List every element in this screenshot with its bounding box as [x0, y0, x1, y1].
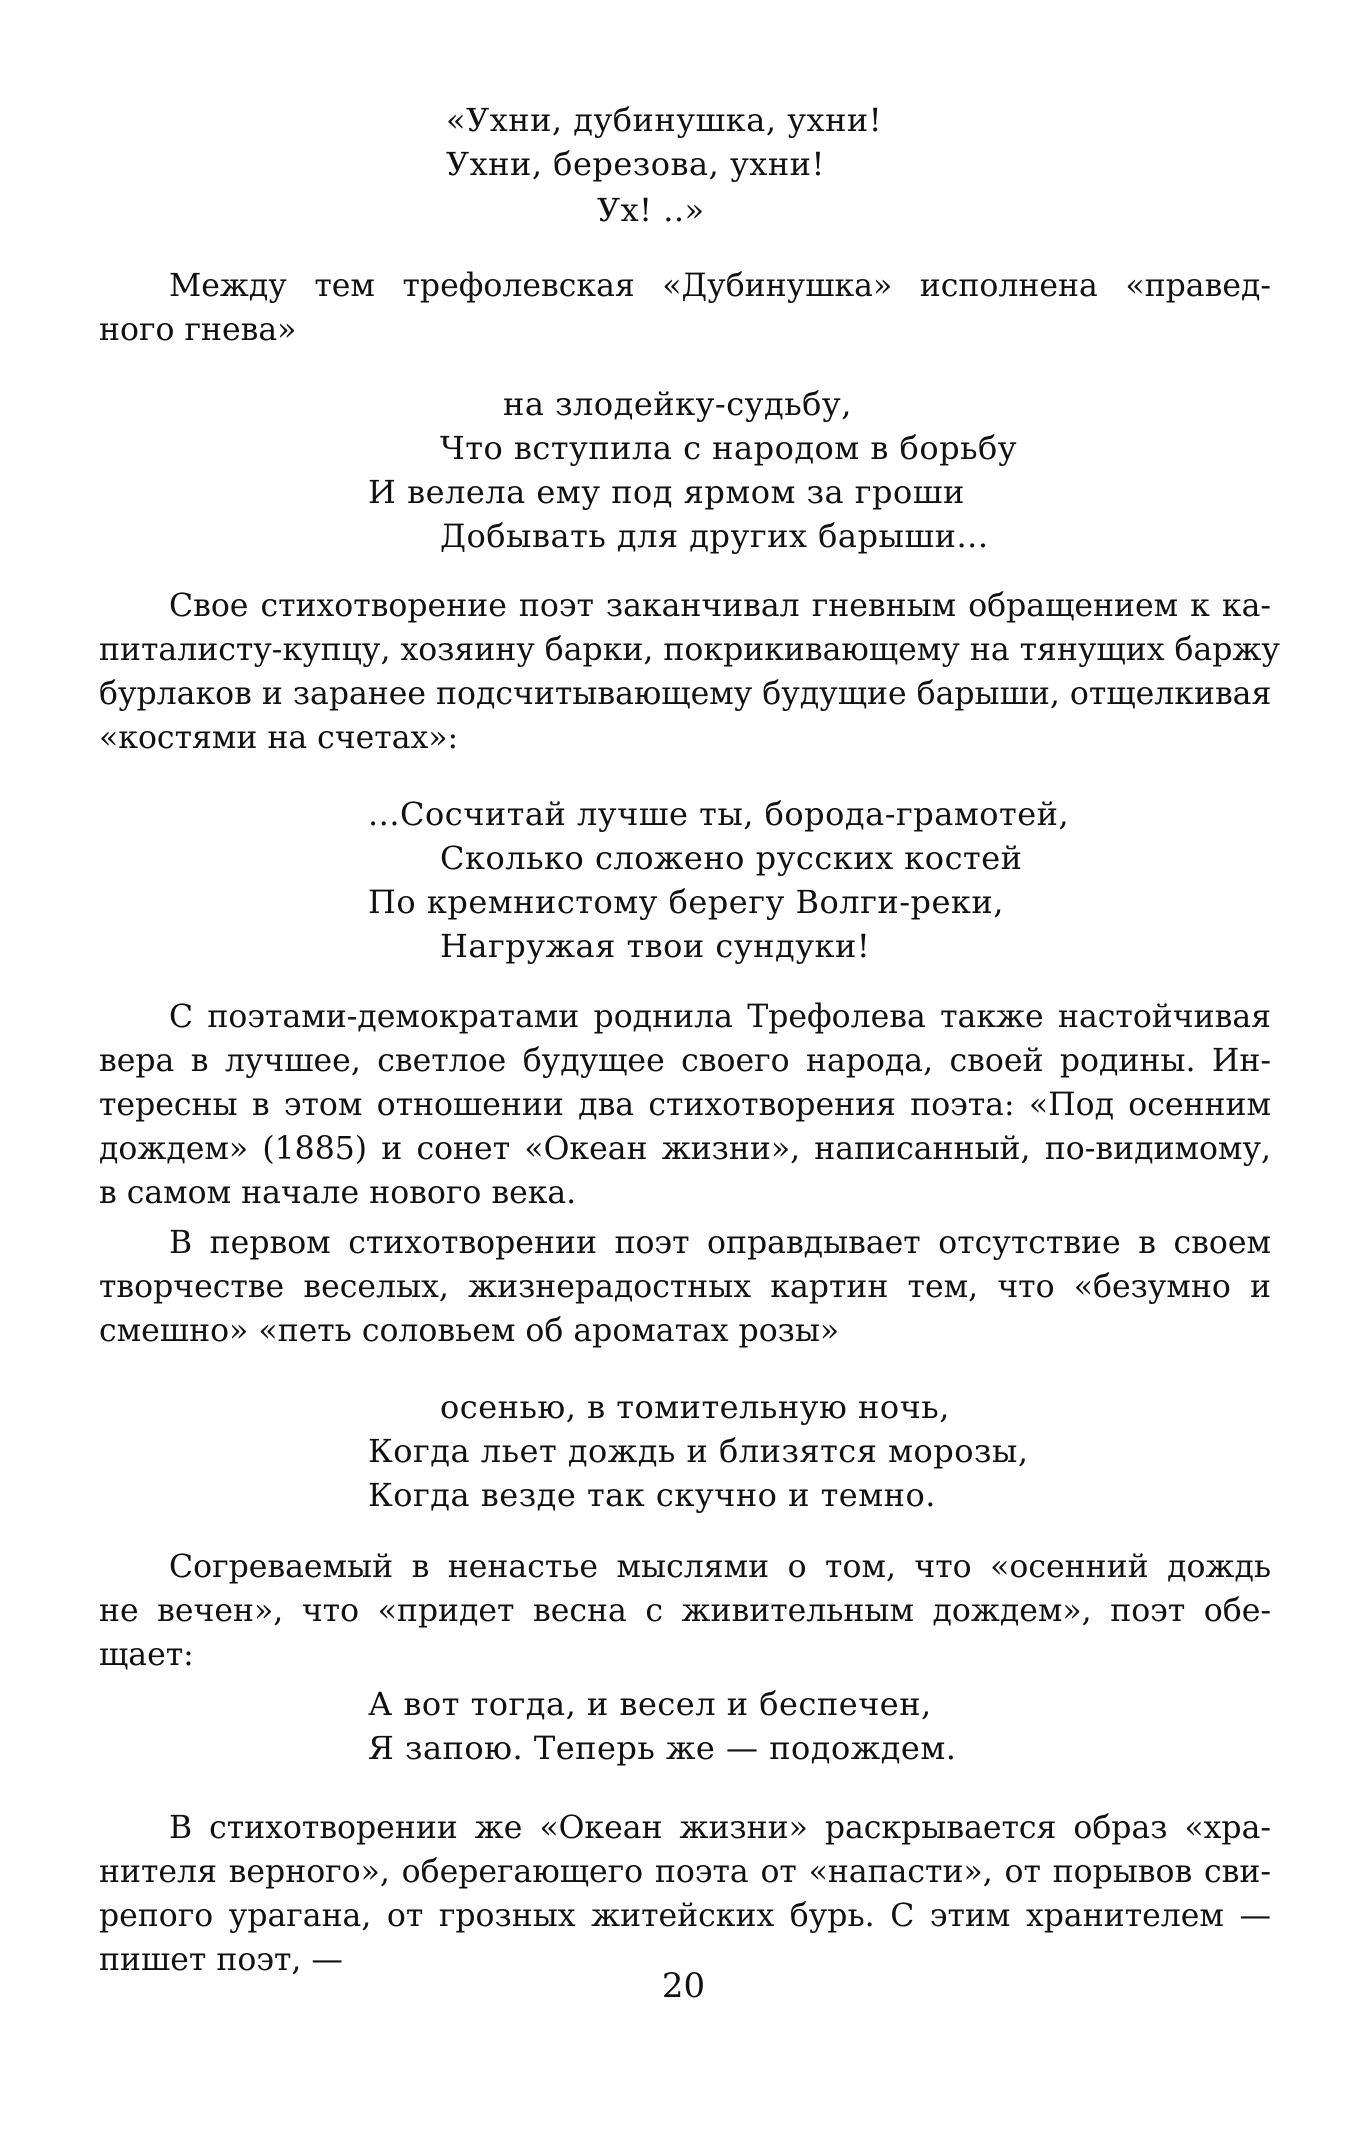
text-line: Между тем трефолевская «Дубинушка» исполнена «правед- — [169, 268, 1271, 304]
text-line: смешно» «петь соловьем об ароматах розы» — [99, 1313, 840, 1349]
text-line: бурлаков и заранее подсчитывающему будущие барыши, отщелкивая — [99, 676, 1272, 712]
text-line: питалисту-купцу, хозяину барки, покрикивающему на тянущих баржу — [99, 632, 1280, 668]
text-line: С поэтами-демократами роднила Трефолева также настойчивая — [169, 999, 1271, 1035]
text-line: пишет поэт, — — [99, 1942, 343, 1978]
text-line: Свое стихотворение поэт заканчивал гневным обращением к ка- — [169, 588, 1271, 624]
verse-line: Добывать для других барыши... — [440, 517, 989, 555]
text-line: В первом стихотворении поэт оправдывает отсутствие в своем — [169, 1225, 1271, 1261]
text-line: репого урагана, от грозных житейских бурь. С этим хранителем — — [99, 1898, 1271, 1934]
text-line: щает: — [99, 1637, 194, 1673]
verse-line: Когда везде так скучно и темно. — [368, 1476, 936, 1514]
verse-line: Сколько сложено русских костей — [440, 839, 1023, 877]
verse-line: на злодейку-судьбу, — [503, 385, 852, 423]
verse-line: Ухни, березова, ухни! — [446, 145, 825, 183]
verse-line: Я запою. Теперь же — подождем. — [368, 1729, 957, 1767]
verse-line: Ух! ..» — [597, 191, 705, 229]
verse-line: И велела ему под ярмом за гроши — [368, 473, 965, 511]
text-line: «костями на счетах»: — [99, 720, 459, 756]
text-line: не вечен», что «придет весна с живительным дождем», поэт обе- — [99, 1593, 1271, 1629]
verse-line: Когда льет дождь и близятся морозы, — [368, 1432, 1029, 1470]
verse-line: Что вступила с народом в борьбу — [440, 429, 1018, 467]
text-line: дождем» (1885) и сонет «Океан жизни», написанный, по-видимому, — [99, 1131, 1271, 1167]
text-line: нителя верного», оберегающего поэта от «напасти», от порывов сви- — [99, 1854, 1271, 1890]
text-line: творчестве веселых, жизнерадостных картин тем, что «безумно и — [99, 1269, 1271, 1305]
verse-line: ...Сосчитай лучше ты, борода-грамотей, — [368, 795, 1070, 833]
text-line: тересны в этом отношении два стихотворения поэта: «Под осенним — [99, 1087, 1271, 1123]
verse-line: А вот тогда, и весел и беспечен, — [368, 1685, 932, 1723]
text-line: ного гнева» — [99, 312, 297, 348]
text-line: в самом начале нового века. — [99, 1175, 577, 1211]
text-line: вера в лучшее, светлое будущее своего народа, своей родины. Ин- — [99, 1043, 1271, 1079]
text-line: В стихотворении же «Океан жизни» раскрывается образ «хра- — [169, 1810, 1271, 1846]
page-number: 20 — [661, 1966, 706, 2006]
verse-line: «Ухни, дубинушка, ухни! — [446, 101, 883, 139]
text-line: Согреваемый в ненастье мыслями о том, что «осенний дождь — [169, 1549, 1271, 1585]
verse-line: осенью, в томительную ночь, — [440, 1388, 950, 1426]
verse-line: Нагружая твои сундуки! — [440, 927, 871, 965]
verse-line: По кремнистому берегу Волги-реки, — [368, 883, 1004, 921]
